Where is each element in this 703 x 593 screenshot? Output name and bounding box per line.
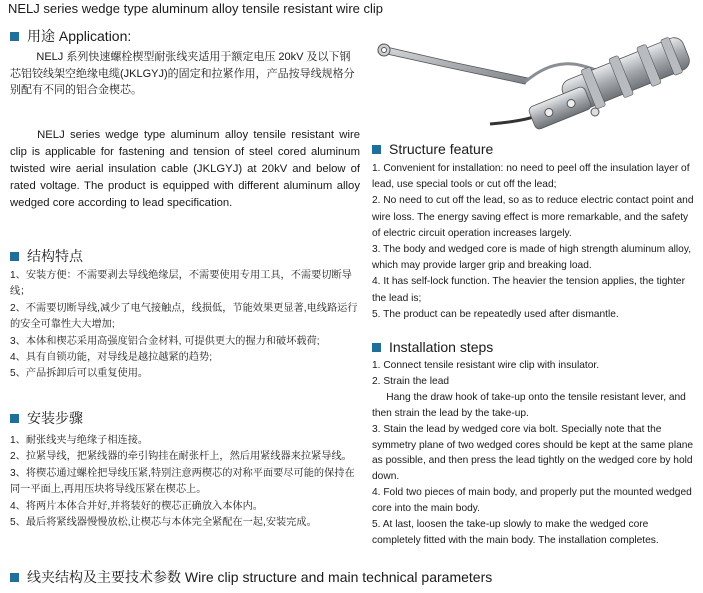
list-item: 3、本体和楔芯采用高强度铝合金材料, 可提供更大的握力和破坏载荷; <box>10 335 320 347</box>
install-en-list <box>372 358 694 549</box>
list-item: 2、拉紧导线，把紧线器的牵引钩挂在耐张杆上，然后用紧线器来拉紧导线。 <box>10 451 352 463</box>
list-item: 4、将两片本体合并好,并将装好的楔芯正确放入本体内。 <box>10 500 263 512</box>
list-item: 1、耐张线夹与绝缘子相连接。 <box>10 435 149 446</box>
structure-en-list <box>372 161 694 323</box>
install-en-heading: Installation steps <box>372 339 493 355</box>
application-en-text: NELJ series wedge type aluminum alloy tensile resistant wire clip is applicable for fastening and tension of steel cored aluminum twisted wire aerial insulation cable (JKLGYJ) at 20kV and below of rated voltage. The product is equipped with different aluminum alloy wedged core according to lead specification. <box>10 129 360 209</box>
page-title: NELJ series wedge type aluminum alloy tensile resistant wire clip <box>8 1 383 16</box>
structure-cn-list <box>10 268 360 383</box>
list-item: 3. Stain the lead by wedged core via bolt. Specially note that the symmetry plane of two wedged cores should be kept at the same plane as possible, and then press the lead tightly on the wedged core by hold down. <box>372 423 694 483</box>
list-item: 5. At last, loosen the take-up slowly to make the wedged core completely fitted with the main body. The installation completes. <box>372 519 659 546</box>
product-photo <box>370 12 700 134</box>
list-item: 2. No need to cut off the lead, so as to reduce electric contact point and wire loss. The energy saving effect is more remarkable, and the safety of electric circuit operation increases largely. <box>372 195 694 239</box>
list-item: 4. Fold two pieces of main body, and properly put the mounted wedged core into the main body. <box>372 487 692 515</box>
list-item: 1. Convenient for installation: no need to peel off the insulation layer of lead, use special tools or cut off the lead; <box>372 163 690 191</box>
list-item: 4. It has self-lock function. The heavier the tension applies, the tighter the lead is; <box>372 276 685 304</box>
list-item: 4、具有自锁功能，对导线是越拉越紧的趋势; <box>10 352 213 364</box>
list-item: 5、产品拆卸后可以重复使用。 <box>10 368 149 380</box>
list-item: 5. The product can be repeatedly used after dismantle. <box>372 308 619 320</box>
list-item: 1. Connect tensile resistant wire clip with insulator. <box>372 360 600 371</box>
application-cn-text: NELJ 系列快速螺栓楔型耐张线夹适用于额定电压 20kV 及以下钢芯铝铰线架空绝缘电缆(JKLGYJ)的固定和拉紧作用，产品按导线规格分别配有不同的铝合金楔芯。 <box>10 51 355 97</box>
list-item: 3. The body and wedged core is made of high strength aluminum alloy, which may provide larger grip and breaking load. <box>372 244 692 272</box>
section-bullet-icon <box>10 573 19 582</box>
list-item: 2、不需要切断导线,减少了电气接触点，线损低，节能效果更显著,电线路运行的安全可靠性大大增加; <box>10 302 358 331</box>
section-bullet-icon <box>372 145 381 154</box>
list-item: Hang the draw hook of take-up onto the tensile resistant lever, and then strain the lead by the take-up. <box>372 391 686 419</box>
install-cn-list <box>10 433 360 531</box>
application-heading: 用途 Application: <box>10 26 131 46</box>
section-bullet-icon <box>372 343 381 352</box>
list-item: 5、最后将紧线器慢慢放松,让楔芯与本体完全紧配在一起,安装完成。 <box>10 517 317 529</box>
list-item: 3、将楔芯通过螺栓把导线压紧,特别注意两楔芯的对称平面要尽可能的保持在同一平面上,再用压块将导线压紧在楔芯上。 <box>10 467 355 496</box>
parameters-heading: 线夹结构及主要技术参数 Wire clip structure and main technical parameters <box>10 567 492 587</box>
section-bullet-icon <box>10 414 19 423</box>
list-item: 1、安装方便：不需要剥去导线绝缘层，不需要使用专用工具，不需要切断导线； <box>10 270 352 298</box>
structure-cn-heading: 结构特点 <box>10 246 83 266</box>
structure-en-heading: Structure feature <box>372 141 493 157</box>
install-cn-heading: 安装步骤 <box>10 408 83 428</box>
section-bullet-icon <box>10 32 19 41</box>
list-item: 2. Strain the lead <box>372 375 450 387</box>
section-bullet-icon <box>10 252 19 261</box>
